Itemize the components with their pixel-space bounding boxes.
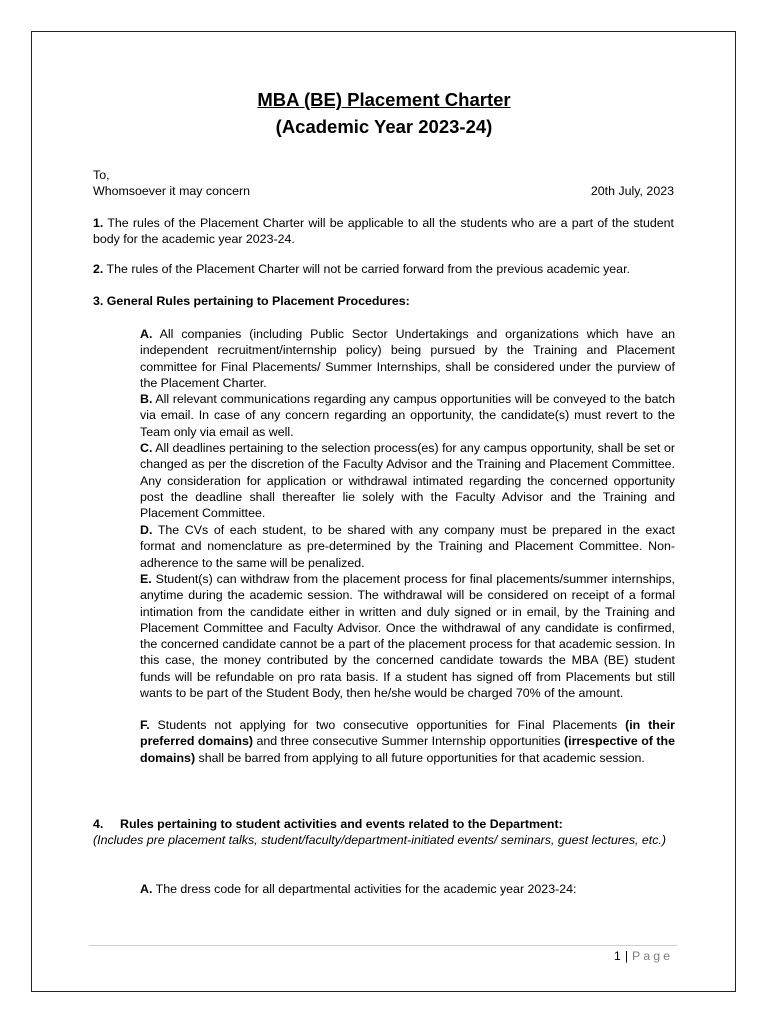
- item-label: B.: [140, 392, 153, 406]
- section-4-item-a: [140, 881, 576, 897]
- page-number: 1: [613, 949, 621, 963]
- section-4-title: Rules pertaining to student activities and events related to the Department:: [120, 817, 563, 831]
- item-text: All deadlines pertaining to the selection process(es) for any campus opportunity, shall be set or changed as per the discretion of the Faculty Advisor and the Training and Placement Committee. Any consideration for application or withdrawal intimated regarding the concerned opportunity post the deadline shall thereafter lie solely with the Faculty Advisor and the Training and Placement Committee.: [140, 441, 675, 521]
- item-label: E.: [140, 572, 152, 586]
- page-footer: [614, 949, 673, 963]
- rule-2: [93, 261, 674, 277]
- rule-2-text: The rules of the Placement Charter will not be carried forward from the previous academic year.: [103, 262, 630, 276]
- item-text: Student(s) can withdraw from the placement process for final placements/summer internships, anytime during the academic session. The withdrawal will be considered on receipt of a formal intimation from the candidate either in written and duly signed or in email, by the Training and Placement Committee and Faculty Advisor. Once the withdrawal of any candidate is confirmed, the concerned candidate cannot be a part of the placement process for that academic session. In this case, the money contributed by the concerned candidate towards the MBA (BE) student funds will be refundable on pro rata basis. If a student has signed off from Placements but still wants to be part of the Student Body, then he/she would be charged 70% of the amount.: [140, 572, 675, 701]
- item-text: and three consecutive Summer Internship opportunities: [252, 734, 565, 749]
- section-3-item-e: [140, 571, 675, 701]
- rule-1: [93, 215, 674, 248]
- item-label: F.: [140, 718, 150, 732]
- item-text: shall be barred from applying to all future opportunities for that academic session.: [195, 750, 645, 765]
- item-text: The dress code for all departmental activities for the academic year 2023-24:: [152, 882, 577, 896]
- rule-2-number: 2.: [93, 262, 104, 276]
- page-title: MBA (BE) Placement Charter: [257, 89, 511, 110]
- item-text: Students not applying for two consecutive opportunities for Final Placements: [149, 718, 626, 732]
- page-label: Page: [632, 949, 673, 963]
- section-4-number: 4.: [93, 817, 104, 831]
- item-label: A.: [140, 327, 153, 341]
- rule-1-number: 1.: [93, 216, 104, 230]
- item-label: C.: [140, 441, 153, 455]
- addressee: Whomsoever it may concern: [93, 184, 251, 198]
- letter-date: 20th July, 2023: [590, 184, 674, 198]
- item-text: The CVs of each student, to be shared with any company must be prepared in the exact format and nomenclature as pre-determined by the Training and Placement Committee. Non-adherence to the same will be penalized.: [140, 523, 675, 570]
- footer-separator: |: [624, 949, 629, 963]
- item-emphasis: (irrespective of the domains): [140, 734, 675, 765]
- item-label: A.: [140, 882, 153, 896]
- section-3-item-a: [140, 326, 675, 391]
- item-label: D.: [140, 523, 153, 537]
- item-text: All relevant communications regarding any campus opportunities will be conveyed to the batch via email. In case of any concern regarding an opportunity, the candidate(s) must revert to the Team only via email as well.: [140, 392, 675, 439]
- page-subtitle: (Academic Year 2023-24): [275, 116, 493, 137]
- rule-1-text: The rules of the Placement Charter will be applicable to all the students who are a part of the student body for the academic year 2023-24.: [93, 216, 674, 247]
- section-3-item-c: [140, 440, 675, 521]
- section-3-item-d: [140, 522, 675, 571]
- section-4-heading: [93, 816, 563, 832]
- section-3-heading: 3. General Rules pertaining to Placement Procedures:: [93, 294, 410, 308]
- section-4-note: (Includes pre placement talks, student/faculty/department-initiated events/ seminars, guest lectures, etc.): [93, 833, 667, 847]
- item-emphasis: (in their preferred domains): [140, 718, 675, 749]
- item-text: All companies (including Public Sector Undertakings and organizations which have an independent recruitment/internship policy) being pursued by the Training and Placement committee for Final Placements/ Summer Internships, shall be considered under the purview of the Placement Charter.: [140, 327, 675, 390]
- footer-divider: [89, 945, 677, 946]
- section-3-item-b: [140, 391, 675, 440]
- section-3-item-f: [140, 717, 675, 766]
- addressee-to: To,: [93, 168, 110, 182]
